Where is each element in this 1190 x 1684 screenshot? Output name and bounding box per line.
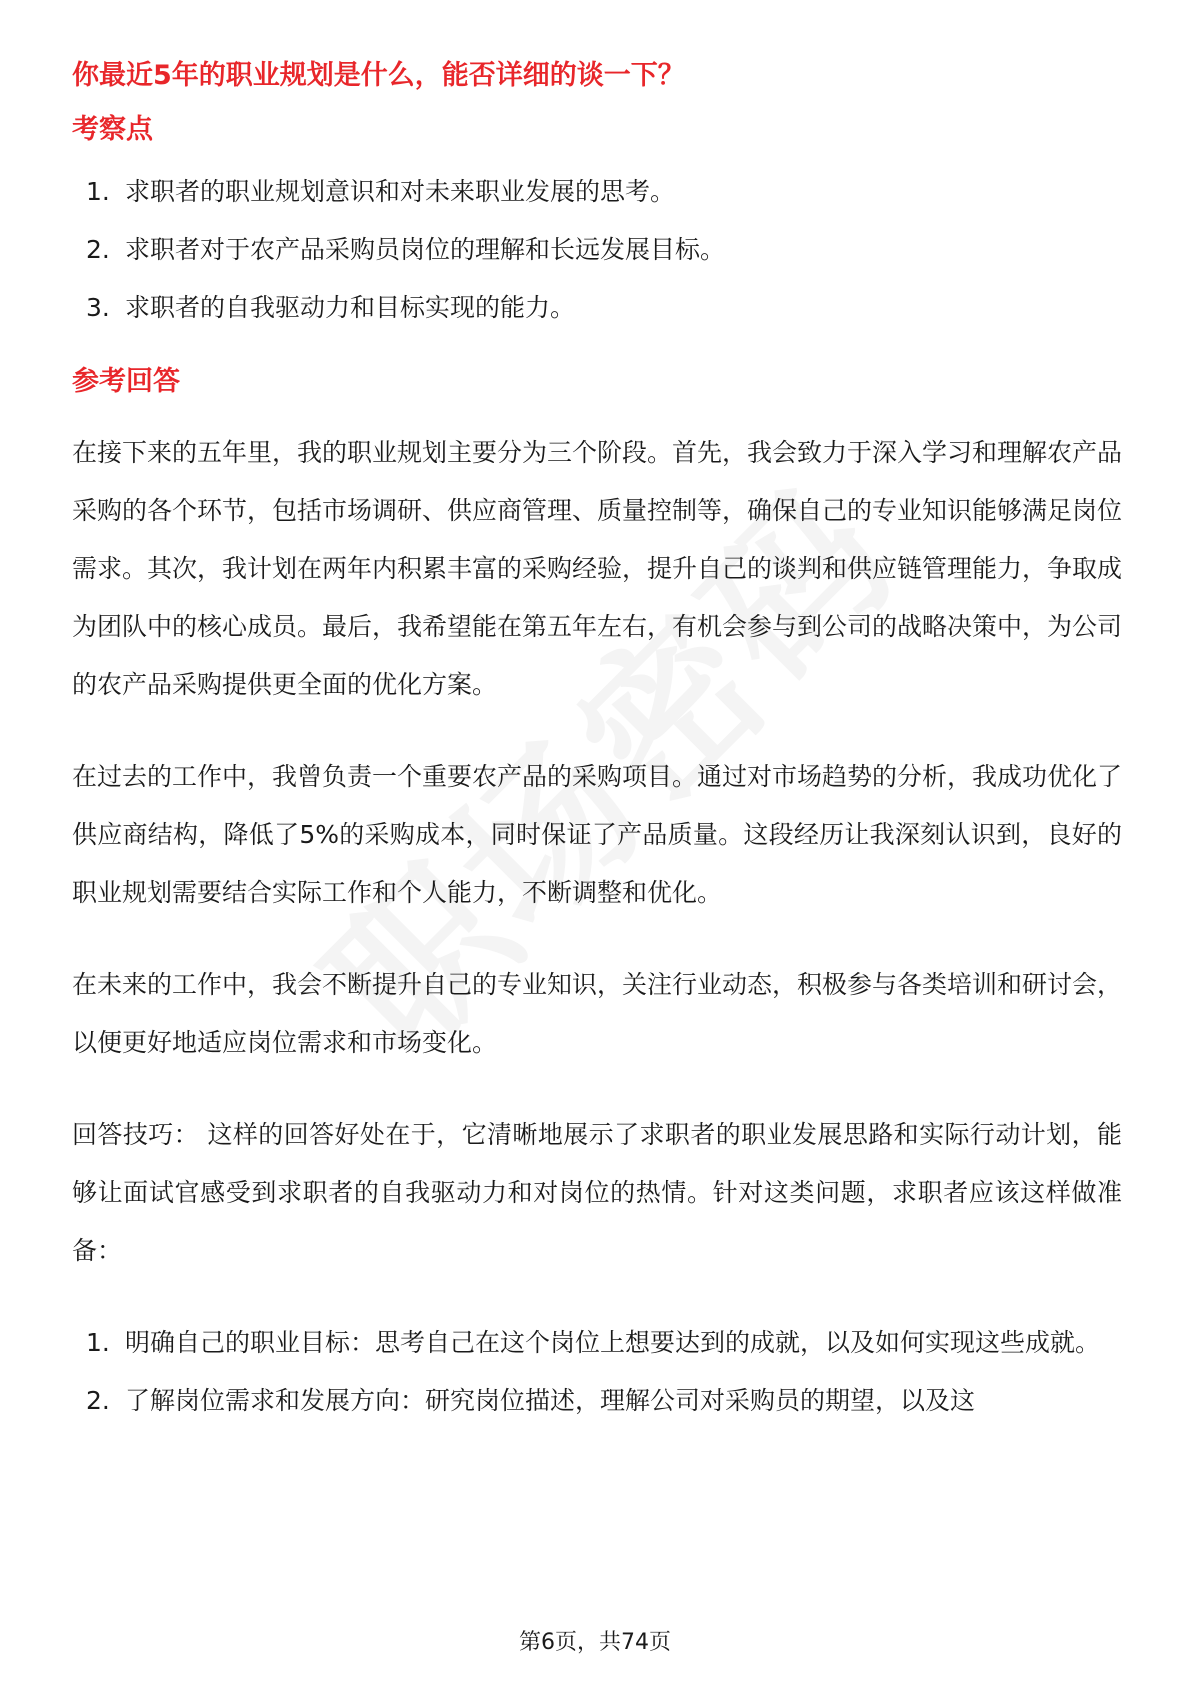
list-item xyxy=(72,230,1122,270)
tips-list xyxy=(72,1314,1122,1430)
list-text: 求职者对于农产品采购员岗位的理解和长远发展目标。 xyxy=(125,235,726,264)
question-title: 你最近5年的职业规划是什么，能否详细的谈一下？ xyxy=(72,60,685,91)
list-item xyxy=(72,288,1122,328)
page-footer: 第6页，共74页 xyxy=(519,1630,671,1655)
list-text: 求职者的职业规划意识和对未来职业发展的思考。 xyxy=(125,177,676,206)
list-item xyxy=(72,1372,1122,1430)
list-number: 2. xyxy=(86,235,110,264)
list-number: 3. xyxy=(86,293,110,322)
answer-paragraph: 在未来的工作中，我会不断提升自己的专业知识，关注行业动态，积极参与各类培训和研讨会，以便更好地适应岗位需求和市场变化。 xyxy=(72,970,1123,1057)
examination-list xyxy=(72,172,1122,328)
list-text: 了解岗位需求和发展方向：研究岗位描述，理解公司对采购员的期望，以及这 xyxy=(125,1386,976,1415)
list-item xyxy=(72,172,1122,212)
answer-paragraph: 在过去的工作中，我曾负责一个重要农产品的采购项目。通过对市场趋势的分析，我成功优化了供应商结构，降低了5%的采购成本，同时保证了产品质量。这段经历让我深刻认识到，良好的职业规划需要结合实际工作和个人能力，不断调整和优化。 xyxy=(72,762,1123,907)
list-number: 1. xyxy=(86,177,110,206)
document-content xyxy=(72,56,1122,1430)
list-number: 1. xyxy=(86,1328,110,1357)
examination-heading: 考察点 xyxy=(72,114,153,145)
answer-heading: 参考回答 xyxy=(72,366,180,397)
answer-paragraph: 在接下来的五年里，我的职业规划主要分为三个阶段。首先，我会致力于深入学习和理解农产品采购的各个环节，包括市场调研、供应商管理、质量控制等，确保自己的专业知识能够满足岗位需求。其次，我计划在两年内积累丰富的采购经验，提升自己的谈判和供应链管理能力，争取成为团队中的核心成员。最后，我希望能在第五年左右，有机会参与到公司的战略决策中，为公司的农产品采购提供更全面的优化方案。 xyxy=(72,438,1123,699)
list-text: 求职者的自我驱动力和目标实现的能力。 xyxy=(125,293,576,322)
list-item xyxy=(72,1314,1122,1372)
tips-intro-paragraph: 回答技巧： 这样的回答好处在于，它清晰地展示了求职者的职业发展思路和实际行动计划，能够让面试官感受到求职者的自我驱动力和对岗位的热情。针对这类问题，求职者应该这样做准备： xyxy=(72,1120,1122,1265)
list-text: 明确自己的职业目标：思考自己在这个岗位上想要达到的成就，以及如何实现这些成就。 xyxy=(125,1328,1101,1357)
list-number: 2. xyxy=(86,1386,110,1415)
